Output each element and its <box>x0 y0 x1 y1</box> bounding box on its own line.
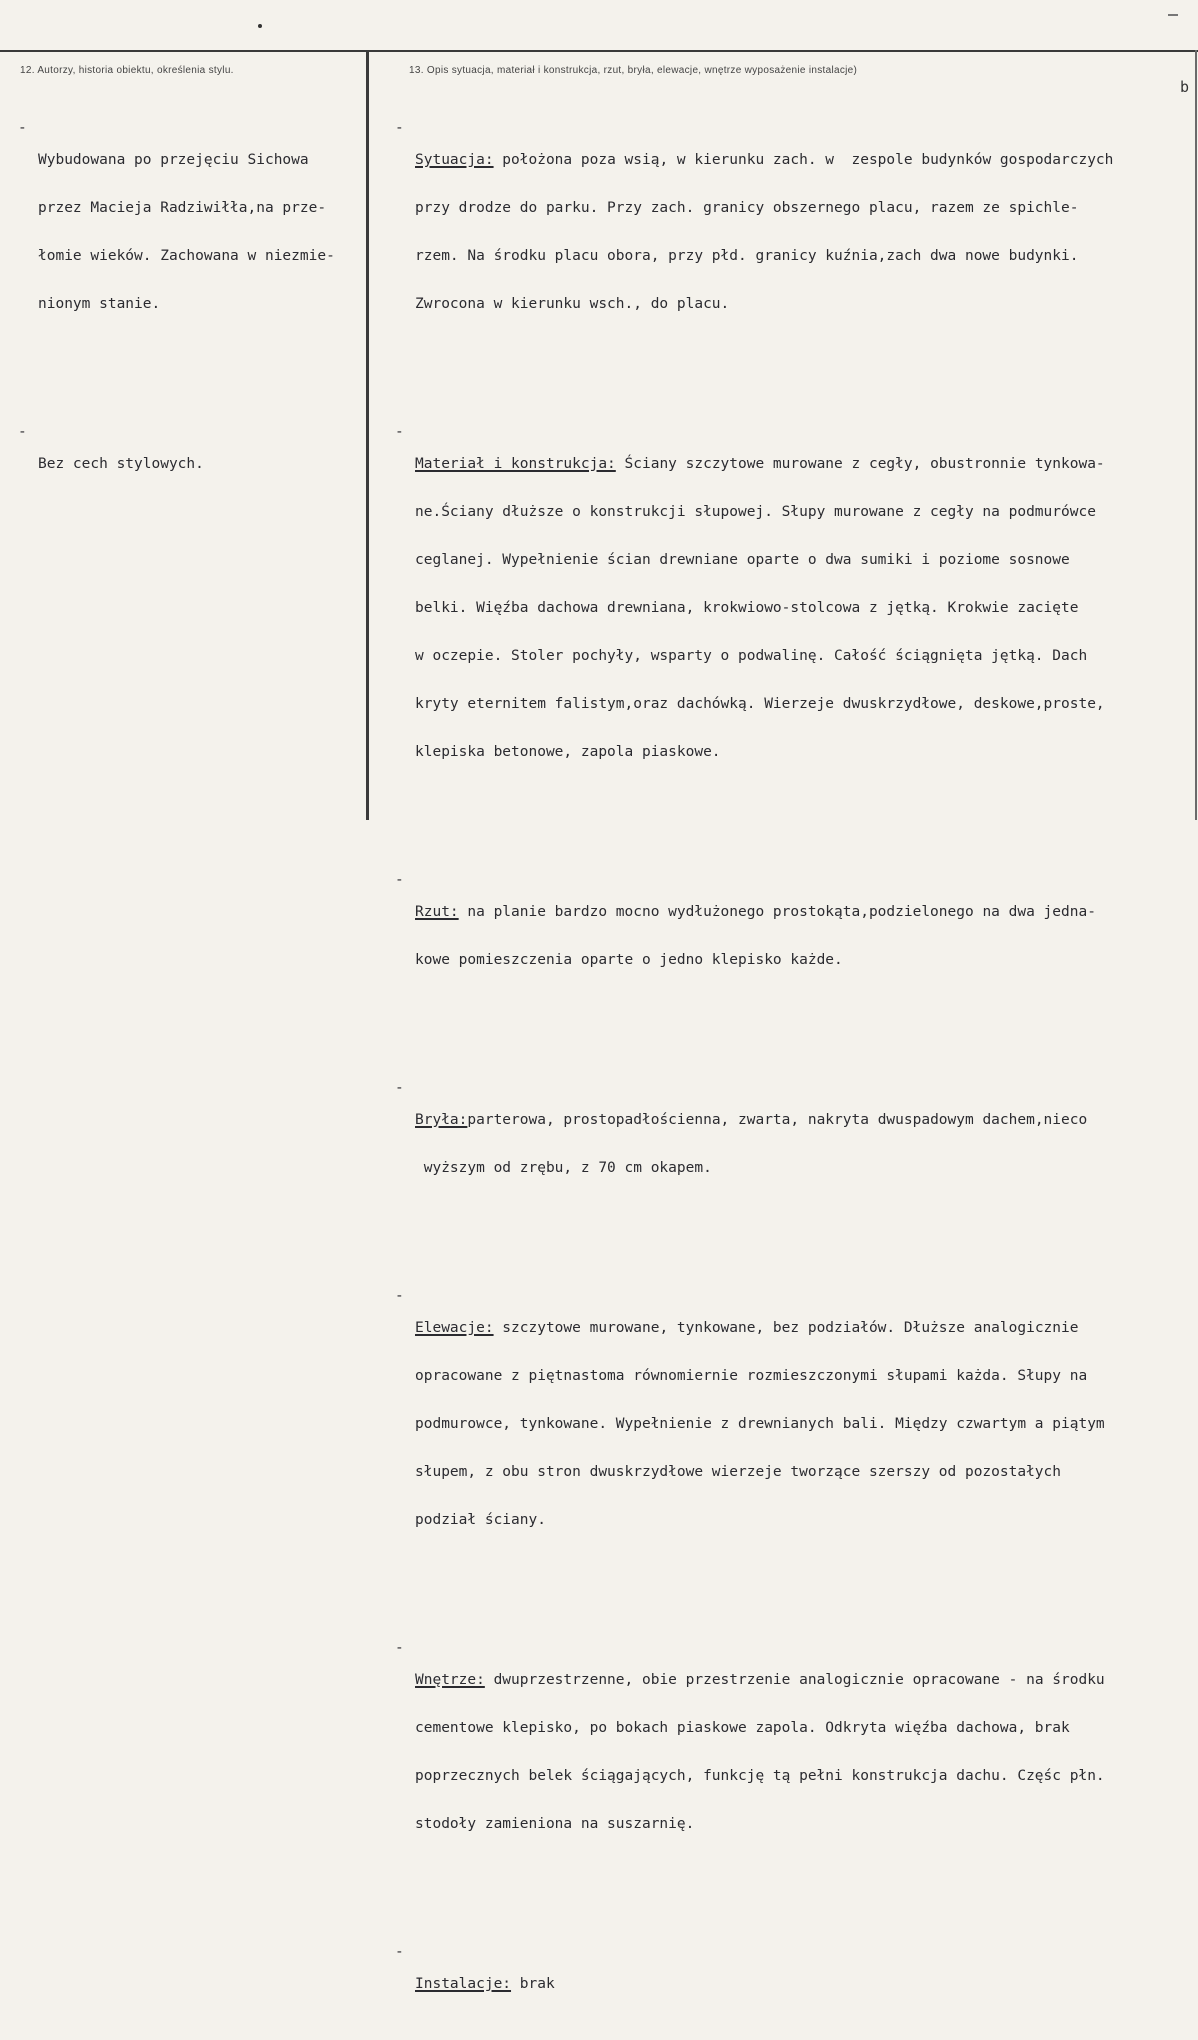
material-label: Materiał i konstrukcja: <box>415 456 616 472</box>
text-line: Bez cech stylowych. <box>38 456 204 472</box>
text-line: opracowane z piętnastoma równomiernie rozmieszczonymi słupami każda. Słupy na <box>415 1368 1088 1384</box>
bullet-dash: - <box>395 1288 404 1304</box>
bullet-dash: - <box>18 424 27 440</box>
bullet-dash: - <box>395 872 404 888</box>
bryla-label: Bryła: <box>415 1112 468 1128</box>
text-line: parterowa, prostopadłościenna, zwarta, nakryta dwuspadowym dachem,nieco <box>467 1112 1088 1128</box>
text-line: stodoły zamieniona na suszarnię. <box>415 1816 695 1832</box>
bullet-dash: - <box>18 120 27 136</box>
bullet-dash: - <box>395 1640 404 1656</box>
history-column <box>18 88 363 520</box>
text-line: poprzecznych belek ściągających, funkcję tą pełni konstrukcja dachu. Częśc płn. <box>415 1768 1105 1784</box>
form-top-rule <box>0 50 1198 52</box>
text-line: szczytowe murowane, tynkowane, bez podziałów. Dłuższe analogicznie <box>493 1320 1079 1336</box>
text-line: podmurowce, tynkowane. Wypełnienie z drewnianych bali. Między czwartym a piątym <box>415 1416 1105 1432</box>
text-line: położona poza wsią, w kierunku zach. w zespole budynków gospodarczych <box>493 152 1114 168</box>
sytuacja-label: Sytuacja: <box>415 152 494 168</box>
margin-mark: b <box>1180 78 1190 96</box>
text-line: ceglanej. Wypełnienie ścian drewniane oparte o dwa sumiki i poziome sosnowe <box>415 552 1070 568</box>
text-line: nionym stanie. <box>38 296 161 312</box>
history-entry <box>18 120 363 344</box>
text-line: dwuprzestrzenne, obie przestrzenie analogicznie opracowane - na środku <box>484 1672 1105 1688</box>
text-line: przez Macieja Radziwiłła,na prze- <box>38 200 327 216</box>
text-line: Wybudowana po przejęciu Sichowa <box>38 152 309 168</box>
text-line: rzem. Na środku placu obora, przy płd. granicy kuźnia,zach dwa nowe budynki. <box>415 248 1079 264</box>
bryla-entry <box>395 1080 1195 1208</box>
column-divider <box>366 50 369 820</box>
elewacje-label: Elewacje: <box>415 1320 494 1336</box>
instalacje-label: Instalacje: <box>415 1976 512 1992</box>
field-13-header: 13. Opis sytuacja, materiał i konstrukcja, rzut, bryła, elewacje, wnętrze wyposażenie instalacje) <box>409 65 858 76</box>
bullet-dash: - <box>395 424 404 440</box>
rzut-entry <box>395 872 1195 1000</box>
stray-dot-mark <box>258 24 262 28</box>
wnetrze-label: Wnętrze: <box>415 1672 485 1688</box>
text-line: łomie wieków. Zachowana w niezmie- <box>38 248 335 264</box>
instalacje-entry <box>395 1944 1195 2024</box>
bullet-dash: - <box>395 1944 404 1960</box>
material-entry <box>395 424 1195 792</box>
field-12-header: 12. Autorzy, historia obiektu, określenia stylu. <box>20 65 234 76</box>
text-line: kowe pomieszczenia oparte o jedno klepisko każde. <box>415 952 843 968</box>
text-line: brak <box>511 1976 555 1992</box>
text-line: przy drodze do parku. Przy zach. granicy obszernego placu, razem ze spichle- <box>415 200 1079 216</box>
elewacje-entry <box>395 1288 1195 1560</box>
bullet-dash: - <box>395 1080 404 1096</box>
text-line: słupem, z obu stron dwuskrzydłowe wierzeje tworzące szerszy od pozostałych <box>415 1464 1062 1480</box>
text-line: kryty eternitem falistym,oraz dachówką. Wierzeje dwuskrzydłowe, deskowe,proste, <box>415 696 1105 712</box>
rzut-label: Rzut: <box>415 904 459 920</box>
description-column <box>395 88 1195 2040</box>
text-line: w oczepie. Stoler pochyły, wsparty o podwalinę. Całość ściągnięta jętką. Dach <box>415 648 1088 664</box>
text-line: na planie bardzo mocno wydłużonego prostokąta,podzielonego na dwa jedna- <box>458 904 1096 920</box>
sytuacja-entry <box>395 120 1195 344</box>
text-line: Zwrocona w kierunku wsch., do placu. <box>415 296 730 312</box>
text-line: wyższym od zrębu, z 70 cm okapem. <box>415 1160 712 1176</box>
right-edge-rule <box>1195 50 1197 820</box>
text-line: Ściany szczytowe murowane z cegły, obustronnie tynkowa- <box>615 456 1105 472</box>
bullet-dash: - <box>395 120 404 136</box>
text-line: cementowe klepisko, po bokach piaskowe zapola. Odkryta więźba dachowa, brak <box>415 1720 1070 1736</box>
text-line: ne.Ściany dłuższe o konstrukcji słupowej. Słupy murowane z cegły na podmurówce <box>415 504 1096 520</box>
wnetrze-entry <box>395 1640 1195 1864</box>
text-line: klepiska betonowe, zapola piaskowe. <box>415 744 721 760</box>
text-line: belki. Więźba dachowa drewniana, krokwiowo-stolcowa z jętką. Krokwie zacięte <box>415 600 1079 616</box>
page-edge-mark <box>1168 14 1178 16</box>
text-line: podział ściany. <box>415 1512 546 1528</box>
style-entry <box>18 424 363 504</box>
